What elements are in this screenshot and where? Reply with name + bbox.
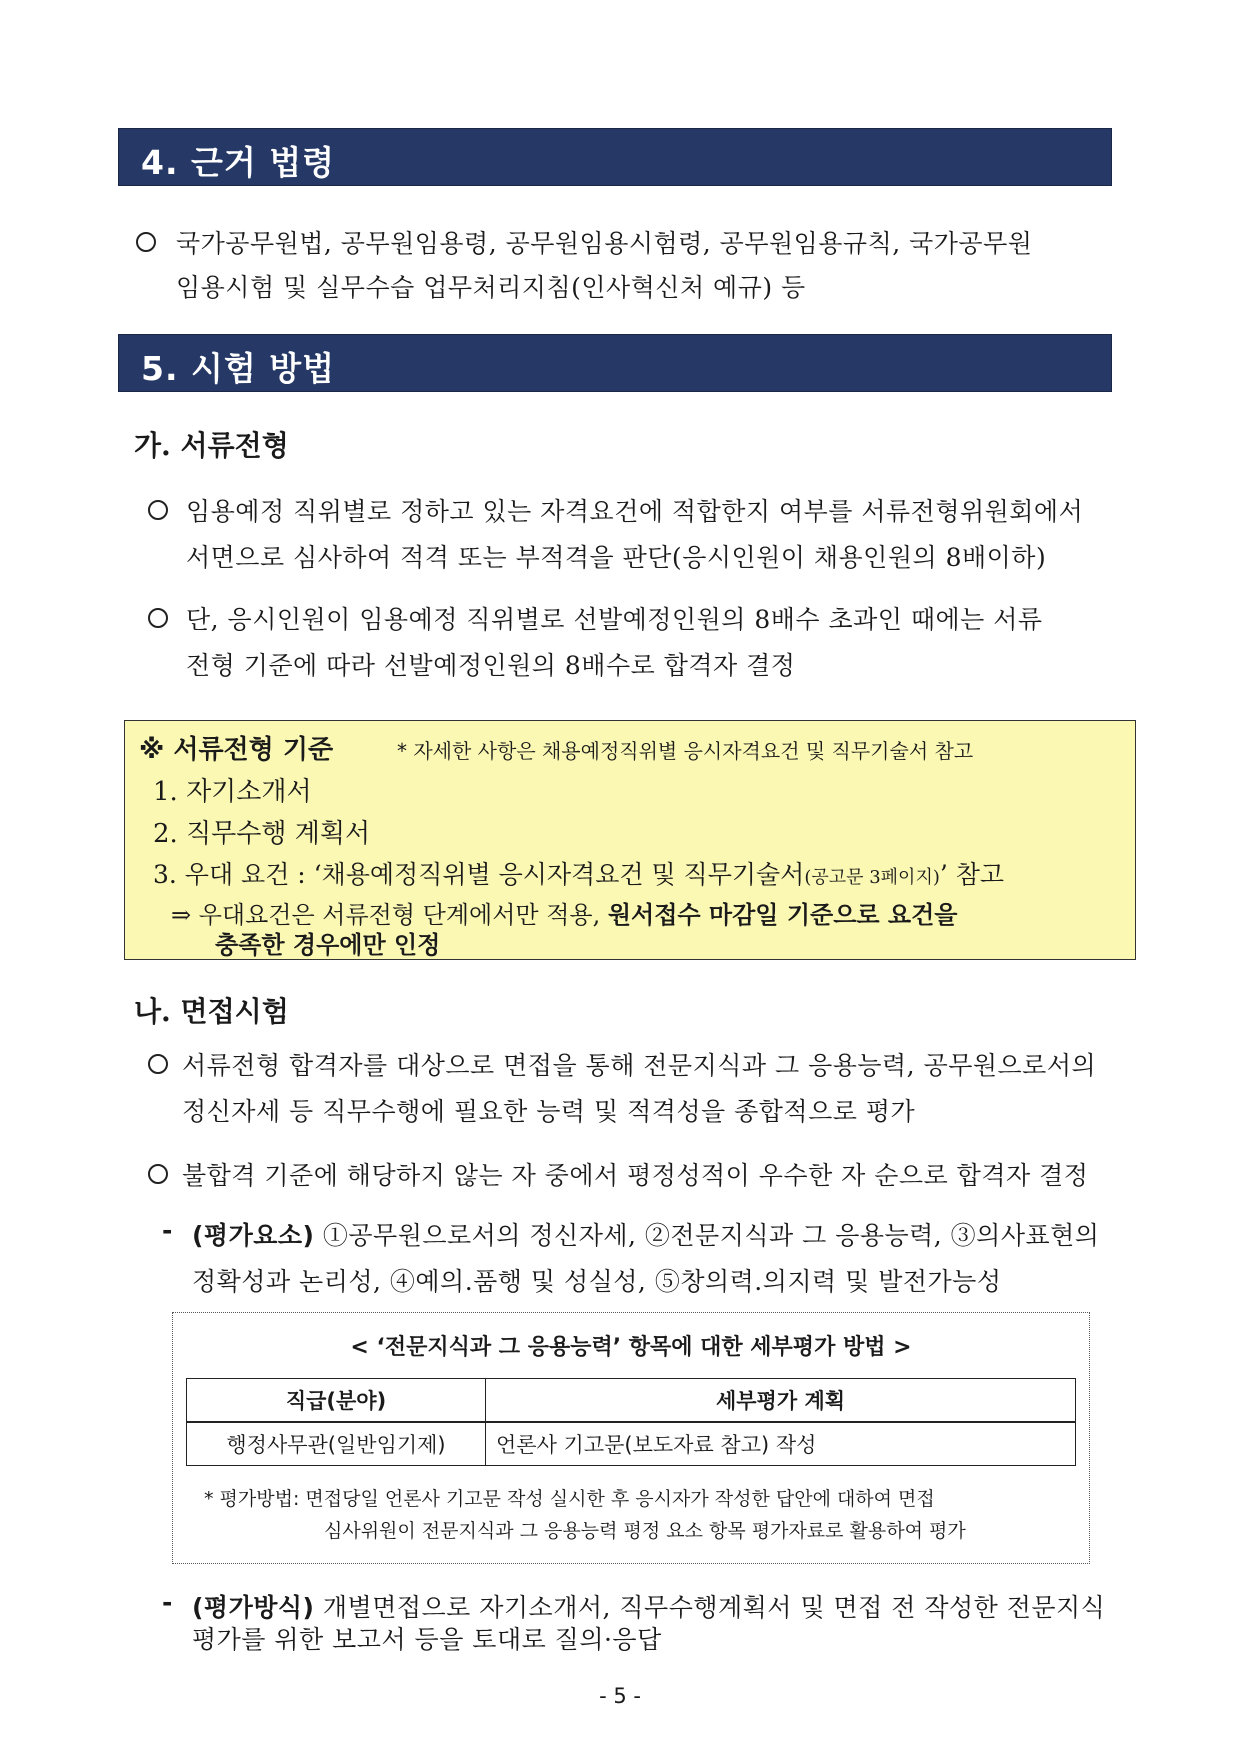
table-header-grade: 직급(분야) bbox=[187, 1379, 486, 1423]
criteria-note: * 자세한 사항은 채용예정직위별 응시자격요건 및 직무기술서 참고 bbox=[397, 739, 974, 763]
section-4-header bbox=[118, 128, 1112, 186]
criteria-item-3-text: 3. 우대 요건 : ‘채용예정직위별 응시자격요건 및 직무기술서 bbox=[153, 860, 805, 889]
criteria-item-3-small: (공고문 3페이지) bbox=[804, 867, 940, 888]
dash-marker: - bbox=[162, 1216, 173, 1245]
method-line1 bbox=[192, 1588, 1105, 1624]
criteria-arrow-text: ⇒ 우대요건은 서류전형 단계에서만 적용, bbox=[171, 901, 608, 929]
criteria-arrow-bold: 원서접수 마감일 기준으로 요건을 bbox=[607, 901, 958, 929]
table-row bbox=[187, 1422, 1076, 1466]
bullet-circle-icon bbox=[148, 1164, 168, 1184]
table-cell-plan: 언론사 기고문(보도자료 참고) 작성 bbox=[486, 1422, 1076, 1466]
a-bullet2-line1: 단, 응시인원이 임용예정 직위별로 선발예정인원의 8배수 초과인 때에는 서류 bbox=[186, 605, 1043, 634]
subsection-a-title: 가. 서류전형 bbox=[134, 429, 289, 462]
dash-marker: - bbox=[162, 1588, 173, 1617]
b-bullet1-line1: 서류전형 합격자를 대상으로 면접을 통해 전문지식과 그 응용능력, 공무원으로서의 bbox=[182, 1051, 1097, 1080]
bullet-circle-icon bbox=[148, 608, 168, 628]
table-caption: < ‘전문지식과 그 응용능력’ 항목에 대한 세부평가 방법 > bbox=[350, 1335, 912, 1360]
subsection-b-title: 나. 면접시험 bbox=[134, 995, 289, 1028]
method-label: (평가방식) bbox=[192, 1593, 315, 1622]
section-5-header bbox=[118, 334, 1112, 392]
section-5-title: 5. 시험 방법 bbox=[141, 349, 335, 388]
method-text: 개별면접으로 자기소개서, 직무수행계획서 및 면접 전 작성한 전문지식 bbox=[322, 1593, 1106, 1622]
page-number: - 5 - bbox=[599, 1684, 641, 1708]
a-bullet1-line2: 서면으로 심사하여 적격 또는 부적격을 판단(응시인원이 채용인원의 8배이하) bbox=[186, 543, 1047, 572]
criteria-heading: ※ 서류전형 기준 bbox=[139, 735, 334, 765]
elements-line1 bbox=[192, 1216, 1099, 1252]
bullet-circle-icon bbox=[148, 1054, 168, 1074]
criteria-item-1: 1. 자기소개서 bbox=[153, 777, 312, 807]
elements-label: (평가요소) bbox=[192, 1221, 315, 1250]
section-4-title: 4. 근거 법령 bbox=[141, 143, 335, 182]
table-note-line2: 심사위원이 전문지식과 그 응용능력 평정 요소 항목 평가자료로 활용하여 평가 bbox=[324, 1520, 966, 1542]
elements-text: ①공무원으로서의 정신자세, ②전문지식과 그 응용능력, ③의사표현의 bbox=[322, 1221, 1100, 1250]
criteria-arrow-bold-2: 충족한 경우에만 인정 bbox=[215, 931, 441, 959]
b-bullet1-line2: 정신자세 등 직무수행에 필요한 능력 및 적격성을 종합적으로 평가 bbox=[182, 1097, 916, 1126]
table-header-plan: 세부평가 계획 bbox=[486, 1379, 1076, 1423]
bullet-circle-icon bbox=[136, 232, 156, 252]
b-bullet2-line1: 불합격 기준에 해당하지 않는 자 중에서 평정성적이 우수한 자 순으로 합격자 결정 bbox=[182, 1161, 1089, 1190]
criteria-item-3-end: ’ 참고 bbox=[939, 860, 1005, 889]
bullet-circle-icon bbox=[148, 500, 168, 520]
sec4-line2: 임용시험 및 실무수습 업무처리지침(인사혁신처 예규) 등 bbox=[176, 273, 806, 302]
sec4-line1: 국가공무원법, 공무원임용령, 공무원임용시험령, 공무원임용규칙, 국가공무원 bbox=[176, 229, 1033, 258]
method-line2: 평가를 위한 보고서 등을 토대로 질의·응답 bbox=[192, 1625, 662, 1654]
evaluation-table bbox=[186, 1378, 1076, 1466]
table-note-line1: * 평가방법: 면접당일 언론사 기고문 작성 실시한 후 응시자가 작성한 답안에 대하여 면접 bbox=[204, 1488, 935, 1510]
criteria-item-3 bbox=[153, 855, 1004, 891]
criteria-item-2: 2. 직무수행 계획서 bbox=[153, 819, 371, 849]
table-header-row bbox=[187, 1379, 1076, 1423]
a-bullet1-line1: 임용예정 직위별로 정하고 있는 자격요건에 적합한지 여부를 서류전형위원회에서 bbox=[186, 497, 1084, 526]
elements-line2: 정확성과 논리성, ④예의.품행 및 성실성, ⑤창의력.의지력 및 발전가능성 bbox=[192, 1267, 1002, 1296]
criteria-box bbox=[124, 720, 1136, 960]
a-bullet2-line2: 전형 기준에 따라 선발예정인원의 8배수로 합격자 결정 bbox=[186, 651, 796, 680]
table-cell-grade: 행정사무관(일반임기제) bbox=[187, 1422, 486, 1466]
